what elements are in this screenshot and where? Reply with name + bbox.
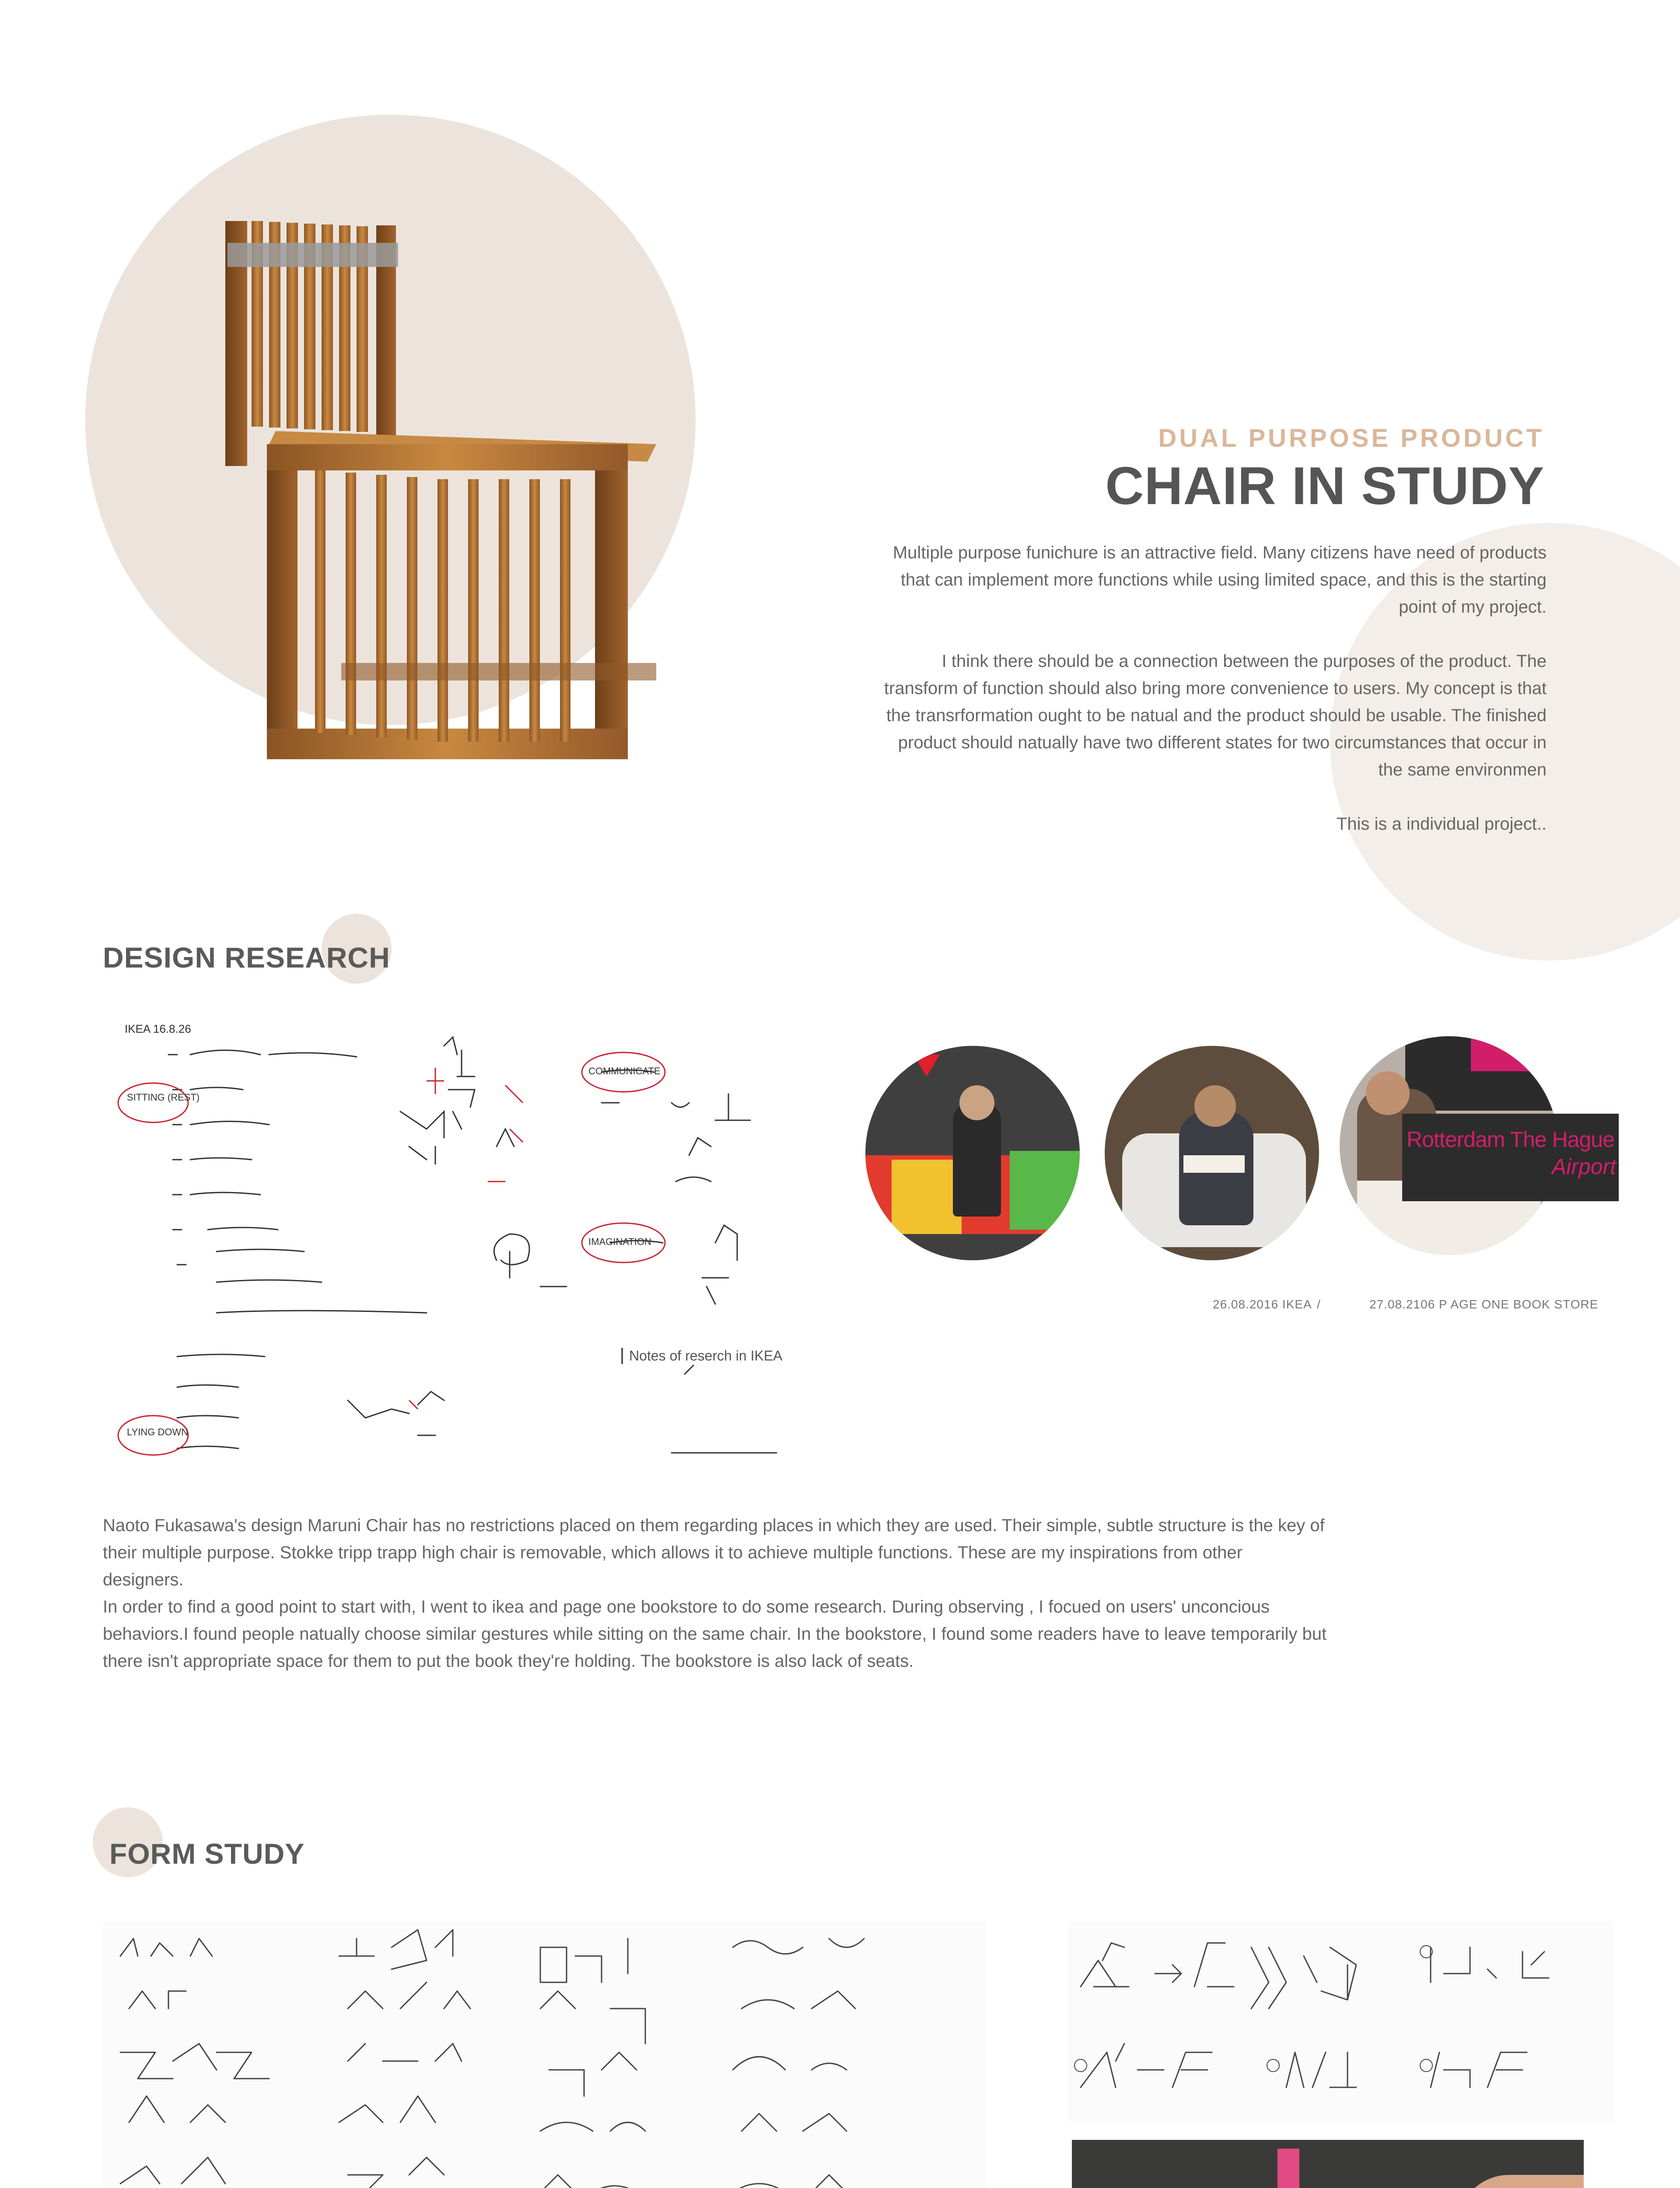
- intro-paragraph: Multiple purpose funichure is an attractive field. Many citizens have need of products that can implement more functions while using limited space, and this is the starting point of my project.: [892, 543, 1547, 617]
- intro-paragraph: This is a individual project..: [1336, 814, 1547, 834]
- airport-sign-line2: Airport: [1551, 1154, 1616, 1179]
- research-sketch-notes: [103, 1015, 829, 1462]
- hero-intro-text: [879, 539, 1547, 865]
- sketch-label-communicate: COMMUNICATE: [588, 1066, 661, 1076]
- ikea-photo-2: [1105, 1046, 1319, 1260]
- notes-caption: [621, 1348, 782, 1364]
- ikea-photo-1: [865, 1046, 1080, 1260]
- sketch-label-sitting: SITTING (REST): [127, 1092, 200, 1103]
- hero-kicker: DUAL PURPOSE PRODUCT: [1158, 424, 1544, 452]
- design-research-heading: DESIGN RESEARCH: [103, 941, 390, 974]
- intro-paragraph: I think there should be a connection between the purposes of the product. The transform of function should also bring more convenience to users. My concept is that the transrformation ought to be natual and the product should be usable. The finished product should natually have two different states for two circumstances that occur in the same environmen: [884, 652, 1547, 779]
- notes-caption-text: Notes of reserch in IKEA: [629, 1348, 783, 1364]
- page-title: CHAIR IN STUDY: [1105, 456, 1544, 515]
- chair-photo: [219, 217, 656, 794]
- sketch-label-lying: LYING DOWN: [127, 1427, 189, 1438]
- design-research-body: [103, 1512, 1328, 1675]
- concept-sketches: [1068, 1921, 1614, 2122]
- sketch-label-imagination: IMAGINATION: [588, 1236, 651, 1247]
- form-study-heading: FORM STUDY: [109, 1837, 305, 1870]
- photo-caption-separator: /: [1317, 1297, 1321, 1311]
- airport-sign-line1: Rotterdam The Hague: [1407, 1127, 1614, 1152]
- photo-caption-ikea: 26.08.2016 IKEA: [1213, 1297, 1312, 1311]
- model-making-photo: [1072, 2140, 1584, 2188]
- research-paragraph: In order to find a good point to start with, I went to ikea and page one bookstore to do some research. During observing , I focued on users' unconcious behaviors.I found people natually choose similar gestures while sitting on the same chair. In the bookstore, I found some readers have to leave temporarily but there isn't appropriate space for them to put the book they're holding. The bookstore is also lack of seats.: [103, 1597, 1327, 1671]
- sketch-label-ikea: IKEA 16.8.26: [125, 1022, 191, 1035]
- photo-caption-bookstore: 27.08.2106 P AGE ONE BOOK STORE: [1369, 1297, 1599, 1311]
- research-paragraph: Naoto Fukasawa's design Maruni Chair has no restrictions placed on them regarding places in which they are used. Their simple, subtle structure is the key of their multiple purpose. Stokke tripp trapp high chair is removable, which allows it to achieve multiple functions. These are my inspirations from other designers.: [103, 1516, 1325, 1589]
- form-study-sketches: [103, 1921, 987, 2188]
- airport-sign: [1402, 1114, 1619, 1201]
